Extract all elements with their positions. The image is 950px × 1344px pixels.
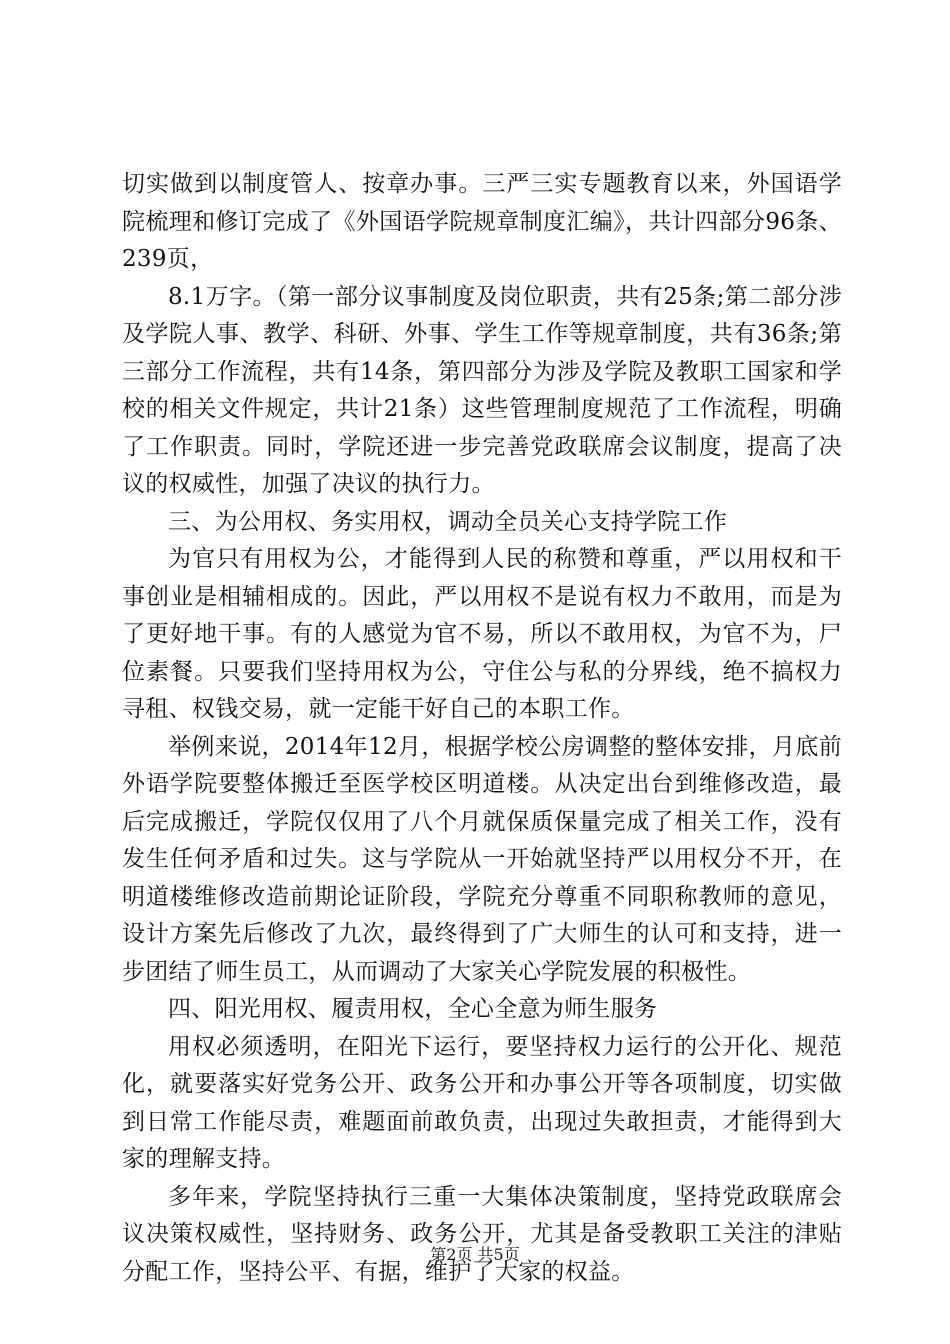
paragraph-4: 为官只有用权为公，才能得到人民的称赞和尊重，严以用权和干事创业是相辅相成的。因此，严以用权不是说有权力不敢用，而是为了更好地干事。有的人感觉为官不易，所以不敢用权，为官不为，尸位素餐。只要我们坚持用权为公，守住公与私的分界线，绝不搞权力寻租、权钱交易，就一定能干好自己的本职工作。 bbox=[122, 546, 842, 722]
section-heading-4: 四、阳光用权、履责用权，全心全意为师生服务 bbox=[168, 996, 658, 1022]
paragraph-7: 用权必须透明，在阳光下运行，要坚持权力运行的公开化、规范化，就要落实好党务公开、政务公开和办事公开等各项制度，切实做到日常工作能尽责，难题面前敢负责，出现过失敢担责，才能得到大家的理解支持。 bbox=[122, 1033, 842, 1172]
page-footer: 第2页 共5页 bbox=[430, 1245, 520, 1264]
paragraph-8: 多年来，学院坚持执行三重一大集体决策制度，坚持党政联席会议决策权威性，坚持财务、政务公开，尤其是备受教职工关注的津贴分配工作，坚持公平、有据，维护了大家的权益。 bbox=[122, 1183, 842, 1285]
paragraph-1: 切实做到以制度管人、按章办事。三严三实专题教育以来，外国语学院梳理和修订完成了《外国语学院规章制度汇编》，共计四部分96条、239页， bbox=[122, 171, 842, 272]
document-body bbox=[122, 166, 842, 1291]
paragraph-2: 8.1万字。（第一部分议事制度及岗位职责，共有25条;第二部分涉及学院人事、教学、科研、外事、学生工作等规章制度，共有36条;第三部分工作流程，共有14条，第四部分为涉及学院及教职工国家和学校的相关文件规定，共计21条）这些管理制度规范了工作流程，明确了工作职责。同时，学院还进一步完善党政联席会议制度，提高了决议的权威性，加强了决议的执行力。 bbox=[122, 283, 842, 497]
section-heading-3: 三、为公用权、务实用权，调动全员关心支持学院工作 bbox=[168, 508, 728, 535]
paragraph-5: 举例来说，2014年12月，根据学校公房调整的整体安排，月底前外语学院要整体搬迁至医学校区明道楼。从决定出台到维修改造，最后完成搬迁，学院仅仅用了八个月就保质保量完成了相关工作，没有发生任何矛盾和过失。这与学院从一开始就坚持严以用权分不开，在明道楼维修改造前期论证阶段，学院充分尊重不同职称教师的意见，设计方案先后修改了九次，最终得到了广大师生的认可和支持，进一步团结了师生员工，从而调动了大家关心学院发展的积极性。 bbox=[122, 733, 842, 985]
